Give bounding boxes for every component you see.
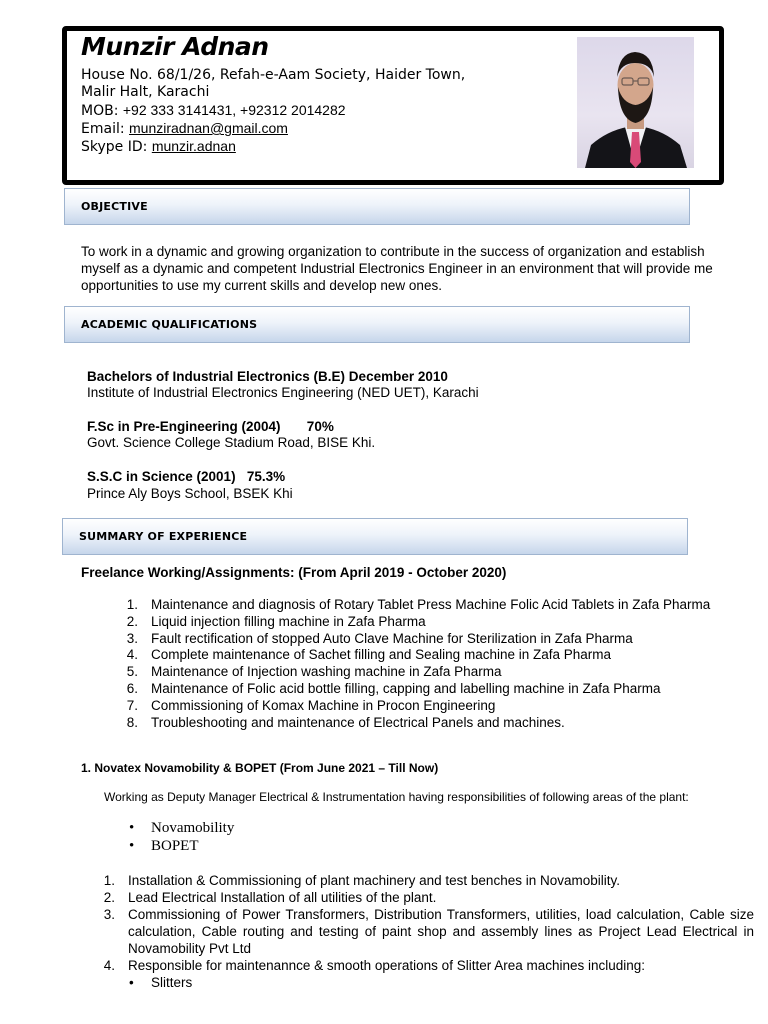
section-heading-objective: OBJECTIVE [81,200,148,213]
mobile-row [81,102,346,120]
job1-title: 1. Novatex Novamobility & BOPET (From June 2021 – Till Now) [81,761,439,775]
degree-detail-fsc: Govt. Science College Stadium Road, BISE Khi. [87,435,376,450]
degree-title-be: Bachelors of Industrial Electronics (B.E) December 2010 [87,369,448,384]
section-heading-experience: SUMMARY OF EXPERIENCE [79,530,248,543]
skype-row [81,138,236,156]
list-item: 4. Responsible for maintenannce & smooth operations of Slitter Area machines including: [103,958,646,973]
mobile-value: +92 333 3141431, +92312 2014282 [122,102,346,118]
section-bar-objective [64,188,690,225]
list-item: 3. Fault rectification of stopped Auto Clave Machine for Sterilization in Zafa Pharma [126,630,633,646]
area-novamobility: • Novamobility [151,820,234,837]
objective-line-2: myself as a dynamic and competent Industrial Electronics Engineer in an environment that will provide me [81,261,713,276]
mobile-label: MOB: [81,103,119,119]
list-item: 1. Maintenance and diagnosis of Rotary Tablet Press Machine Folic Acid Tablets in Zafa Pharma [126,597,711,612]
email-link[interactable]: munziradnan@gmail.com [129,120,288,136]
objective-line-3: opportunities to use my current skills and develop new ones. [81,278,442,293]
section-bar-experience [62,518,688,555]
objective-line-1: To work in a dynamic and growing organization to contribute in the success of organization and establish [81,244,705,259]
list-item: 5. Maintenance of Injection washing machine in Zafa Pharma [126,664,502,680]
degree-detail-be: Institute of Industrial Electronics Engineering (NED UET), Karachi [87,385,479,400]
degree-title-fsc: F.Sc in Pre-Engineering (2004) 70% [87,419,334,434]
list-item: 6. Maintenance of Folic acid bottle filling, capping and labelling machine in Zafa Pharma [126,680,661,696]
address-line-1: House No. 68/1/26, Refah-e-Aam Society, Haider Town, [81,67,466,83]
degree-detail-ssc: Prince Aly Boys School, BSEK Khi [87,486,293,501]
skype-link[interactable]: munzir.adnan [151,138,236,154]
email-label: Email: [81,121,125,137]
sub-list-item-slitters: • Slitters [151,974,754,991]
person-portrait-icon [577,37,694,168]
list-item: 2. Lead Electrical Installation of all utilities of the plant. [103,890,437,905]
section-bar-academics [64,306,690,343]
freelance-title: Freelance Working/Assignments: (From April 2019 - October 2020) [81,565,507,580]
list-item: 7. Commissioning of Komax Machine in Procon Engineering [126,697,496,713]
skype-label: Skype ID: [81,139,148,155]
job1-list [97,872,754,991]
freelance-list [120,596,720,730]
list-item: 3. Commissioning of Power Transformers, Distribution Transformers, utilities, load calculation, Cable size calculation, Cable routing and testing of paint shop and assembly lines as Project Lead Electrical in Novamobility Pvt Ltd [103,907,754,956]
profile-photo [577,37,694,168]
degree-title-ssc: S.S.C in Science (2001) 75.3% [87,469,286,484]
email-row [81,120,288,138]
list-item: 1. Installation & Commissioning of plant machinery and test benches in Novamobility. [103,873,620,888]
candidate-name: Munzir Adnan [81,32,269,61]
job1-intro: Working as Deputy Manager Electrical & Instrumentation having responsibilities of following areas of the plant: [104,790,689,804]
section-heading-academics: ACADEMIC QUALIFICATIONS [81,318,258,331]
list-item: 2. Liquid injection filling machine in Zafa Pharma [126,613,426,629]
address-line-2: Malir Halt, Karachi [81,84,210,100]
area-bopet: • BOPET [151,838,199,855]
list-item: 8. Troubleshooting and maintenance of Electrical Panels and machines. [126,714,565,730]
list-item: 4. Complete maintenance of Sachet filling and Sealing machine in Zafa Pharma [126,647,612,663]
